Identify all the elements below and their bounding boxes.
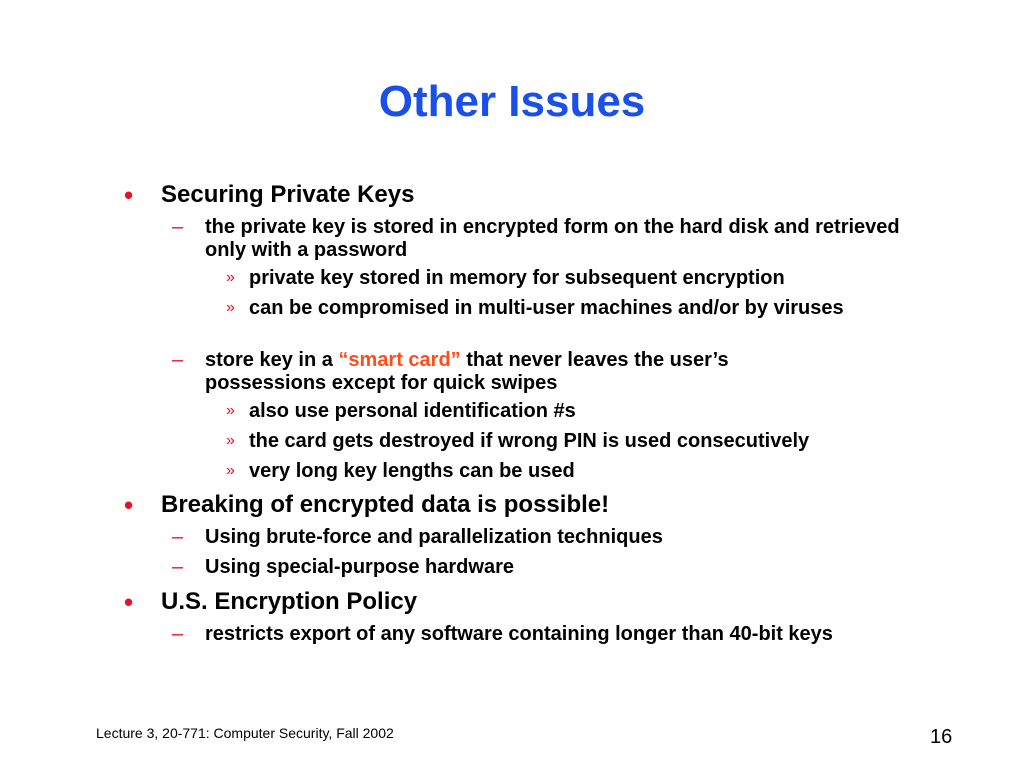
bullet-marker: • bbox=[124, 180, 134, 210]
sub-sub-bullet-item: very long key lengths can be used bbox=[249, 460, 575, 482]
bullet-item: Breaking of encrypted data is possible! bbox=[161, 491, 610, 518]
sub-bullet-item: Using brute-force and parallelization techniques bbox=[205, 526, 663, 548]
smart-card-highlight: “smart card” bbox=[338, 349, 461, 371]
sub-bullet-item bbox=[205, 349, 825, 395]
chevron-marker: » bbox=[226, 269, 235, 286]
page-number: 16 bbox=[930, 726, 953, 748]
sub-sub-bullet-item: the card gets destroyed if wrong PIN is used consecutively bbox=[249, 430, 810, 452]
chevron-marker: » bbox=[226, 432, 235, 449]
bullet-marker: • bbox=[124, 490, 134, 520]
sub-bullet-item: Using special-purpose hardware bbox=[205, 556, 514, 578]
sub-sub-bullet-item: private key stored in memory for subsequent encryption bbox=[249, 267, 785, 289]
sub-sub-bullet-item: also use personal identification #s bbox=[249, 400, 576, 422]
text-after: that never leaves the user’s possessions except for quick swipes bbox=[205, 349, 729, 394]
slide-title: Other Issues bbox=[378, 77, 646, 126]
dash-marker: – bbox=[172, 556, 184, 578]
footer-course-label: Lecture 3, 20-771: Computer Security, Fall 2002 bbox=[96, 725, 394, 741]
bullet-marker: • bbox=[124, 587, 134, 617]
dash-marker: – bbox=[172, 216, 184, 238]
dash-marker: – bbox=[172, 526, 184, 548]
chevron-marker: » bbox=[226, 299, 235, 316]
bullet-item: U.S. Encryption Policy bbox=[161, 588, 418, 615]
text-before: store key in a bbox=[205, 349, 339, 371]
chevron-marker: » bbox=[226, 402, 235, 419]
sub-bullet-item: restricts export of any software containing longer than 40-bit keys bbox=[205, 623, 833, 645]
dash-marker: – bbox=[172, 349, 184, 371]
chevron-marker: » bbox=[226, 462, 235, 479]
sub-bullet-item: the private key is stored in encrypted form on the hard disk and retrieved only with a password bbox=[205, 216, 900, 261]
dash-marker: – bbox=[172, 623, 184, 645]
sub-sub-bullet-item: can be compromised in multi-user machines and/or by viruses bbox=[249, 297, 844, 319]
bullet-item: Securing Private Keys bbox=[161, 181, 415, 208]
